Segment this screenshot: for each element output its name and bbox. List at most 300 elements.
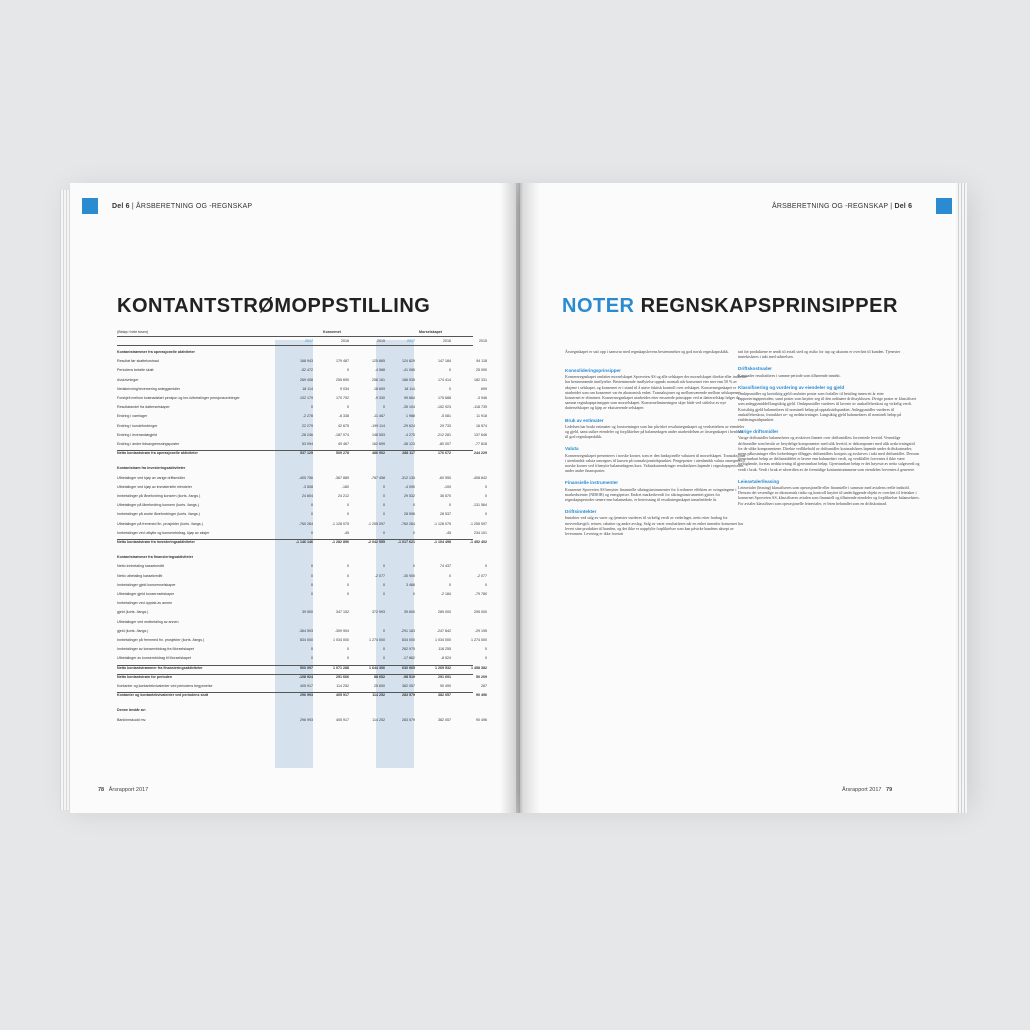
table-row [117, 359, 487, 365]
table-row [117, 414, 487, 420]
section-heading: Driftskostnader [738, 366, 772, 372]
cell-value: 174 414 [438, 377, 451, 382]
cell-value: 90 490 [440, 684, 451, 688]
table-row [117, 647, 487, 653]
cell-value: 405 917 [336, 717, 349, 722]
cell-value: 0 [347, 503, 349, 508]
cell-value: 42 675 [338, 423, 349, 428]
cell-value: 162 699 [372, 442, 385, 446]
cell-value: -1 452 402 [469, 540, 487, 544]
cell-value: 94 118 [476, 359, 487, 364]
cell-value: -4 275 [404, 432, 415, 437]
shaded-year-column [275, 340, 313, 768]
cell-value: 0 [311, 503, 313, 508]
cell-value: 1 034 000 [435, 638, 451, 642]
cell-value: 244 229 [474, 451, 487, 456]
footer-text: Årsrapport 2017 [842, 787, 882, 793]
cell-value: 1 034 000 [333, 638, 349, 642]
text-column-2 [738, 349, 920, 506]
table-row [117, 555, 473, 561]
right-footer [842, 787, 892, 793]
cell-value: 0 [311, 512, 313, 517]
cell-value: -1 255 097 [469, 521, 487, 526]
row-label: Innbetalinger på andre lånefordringer (korts. /langs.) [117, 512, 200, 517]
cell-value: 283 579 [402, 717, 415, 722]
table-row [117, 405, 487, 411]
section-heading: Driftsinntekter [565, 509, 597, 515]
cell-value: 347 152 [336, 610, 349, 615]
cell-value: 834 000 [300, 638, 313, 642]
cell-value: 0 [485, 494, 487, 498]
row-label: Nedskrivning/reversering anleggsmidler [117, 386, 181, 391]
row-label: Utbetalinger ved kjøp av varige driftsmidler [117, 475, 186, 480]
cell-value: 1 274 000 [369, 638, 385, 642]
cell-value: 291 666 [336, 674, 349, 679]
table-row [117, 684, 487, 690]
row-label: Netto utbetaling kassekreditt [117, 573, 163, 578]
cell-value: 25 600 [374, 684, 385, 688]
table-row [117, 503, 487, 509]
table-rule [117, 450, 473, 451]
row-label: Innbetalinger på lånefordring konsern (korts. /langs.) [117, 494, 201, 498]
cell-value: 0 [383, 530, 385, 535]
cell-value: 255 690 [336, 377, 349, 382]
table-row [117, 368, 487, 374]
cell-value: 182 331 [474, 377, 487, 382]
cell-value: 74 437 [440, 564, 451, 569]
cell-value: 0 [311, 656, 313, 661]
cell-value: -3 508 [302, 484, 313, 489]
row-label: Denne består av: [117, 708, 146, 713]
cell-value: 0 [347, 368, 349, 373]
row-label: Utbetalinger på lånefordring konsern (korts. /langs.) [117, 503, 199, 508]
cell-value: -79 780 [474, 592, 487, 596]
table-row [117, 717, 487, 724]
cell-value: 0 [347, 647, 349, 652]
cell-value: -2 042 555 [367, 540, 385, 544]
cell-value: 834 000 [402, 638, 415, 642]
cell-value: -2 077 [374, 573, 385, 578]
intro-paragraph: Årsregnskapet er satt opp i samsvar med regnskapslovens bestemmelser og god norsk regnskapsskikk. [565, 349, 729, 354]
chapter-tab-marker [82, 198, 98, 214]
table-row [117, 628, 487, 635]
cell-value: -212 281 [436, 432, 451, 437]
row-label: gjeld (korts. /langs.) [117, 628, 149, 633]
cell-value: -367 889 [334, 475, 349, 480]
section-text: Varige driftsmidler balanseføres og avskrives lineært over driftsmidlets forventede levetid. Vesentlige driftsmidler som består av betydelige komponenter med ulik levetid, er dekomponert med ulik avskrivningstid for de ulike komponentene. Direkte vedlikehold av driftsmidler kostnadsføres løpende under driftskostnader, mens påkostninger eller forbedringer tillegges driftsmidlets kostpris og avskrives i takt med driftsmidlet. Dersom gjenvinnbart beløp av driftsmiddelet er lavere enn balanseført verdi, og verdifallet forventes å ikke være forbigående, foretas nedskrivning til gjenvinnbart beløp. Gjenvinnbart beløp er det høyeste av netto salgsverdi og verdi i bruk. Verdi i bruk er nåverdien av de fremtidige kontantstrømmene som eiendelen forventes å generere. [738, 435, 920, 472]
section-text: Konsernet Sporveien AS benytter finansielle sikringsinstrumenter for å redusere effekten av svingningene i markedsrenter (NIBOR) og energipriser. Endret markedsverdi for sikringsinstrumentet gjøres for regnskapsperioder senere enn balansedato, er henvisning til resultatregnskapet innarbeidede år. [565, 486, 737, 503]
footer-text: Årsrapport 2017 [108, 787, 149, 793]
title-accent: NOTER [562, 295, 635, 317]
table-row [117, 530, 487, 537]
cell-value: 234 101 [474, 530, 487, 535]
row-label: Innbetalinger på fremmed fin. prosjekter (korts. /langs.) [117, 638, 205, 642]
cell-value: 176 672 [438, 451, 451, 456]
cell-value: 175 688 [438, 396, 451, 400]
cell-value: -30 900 [402, 573, 415, 578]
cell-value: -17 862 [402, 656, 415, 661]
table-row [117, 350, 473, 356]
year-header: 2016 [341, 339, 349, 343]
row-label: Netto innbetaling kassekreditt [117, 564, 165, 569]
table-row [117, 592, 487, 598]
cell-value: -28 246 [300, 432, 313, 437]
cell-value: -1 017 621 [397, 540, 415, 544]
cell-value: 509 278 [336, 451, 349, 456]
cell-value: 90 496 [476, 717, 487, 722]
cell-value: -152 923 [436, 405, 451, 410]
cell-value: -4 090 [404, 484, 415, 489]
title-rest: REGNSKAPSPRINSIPPER [640, 295, 898, 317]
cell-value: 269 408 [300, 377, 313, 382]
year-header: 2015 [479, 339, 487, 343]
year-header: 2017 [407, 339, 415, 343]
cell-value: -1 255 097 [367, 521, 385, 526]
cell-value: 24 804 [302, 494, 313, 498]
book-gutter [500, 183, 540, 813]
cell-value: -118 739 [473, 405, 487, 410]
table-row [117, 475, 487, 482]
cell-value: -98 519 [402, 674, 415, 679]
cell-value: 29 733 [440, 423, 451, 428]
cell-value: 0 [485, 564, 487, 569]
cell-value: 1 458 382 [471, 665, 487, 670]
group-morselskapet: Morselskapet [419, 330, 442, 334]
cell-value: 0 [347, 512, 349, 517]
cell-value: 0 [383, 503, 385, 508]
cell-value: 28 596 [404, 512, 415, 517]
cell-value: 0 [347, 582, 349, 587]
cell-value: 0 [485, 656, 487, 661]
row-label: Bankinnskudd mv. [117, 717, 147, 722]
year-header: 2015 [377, 339, 385, 343]
cell-value: 90 496 [476, 693, 487, 698]
page-title [562, 295, 898, 318]
cell-value: 124 829 [402, 359, 415, 364]
cell-value: -100 [443, 484, 451, 489]
cell-value: 0 [347, 405, 349, 410]
row-label: Innbetalinger ved utbytte og konsernbidrag, kjøp av aksjer [117, 530, 210, 535]
row-label: Kontanter og kontantekvivalenter ved periodens begynnelse [117, 684, 213, 688]
cell-value: 0 [383, 628, 385, 633]
table-row [117, 423, 487, 430]
cell-value: 114 252 [336, 684, 349, 688]
table-row [117, 573, 487, 580]
cell-value: 405 917 [336, 693, 349, 698]
cell-value: -2 184 [440, 592, 451, 596]
cell-value: -4 588 [374, 368, 385, 373]
cell-value: 0 [311, 405, 313, 410]
section-heading: Valuta [565, 446, 579, 452]
chapter-tab-marker [936, 198, 952, 214]
section-heading: Bruk av estimater [565, 417, 604, 423]
cell-value: 50 209 [476, 674, 487, 679]
cell-value: 699 [481, 386, 487, 391]
cell-value: 186 535 [402, 377, 415, 382]
left-page-header: Del 6 | ÅRSBERETNING OG -REGNSKAP [112, 203, 253, 210]
cell-value: 0 [485, 512, 487, 517]
cell-value: 118 255 [438, 647, 451, 652]
cell-value: 256 181 [372, 377, 385, 382]
cell-value: 1 269 532 [435, 665, 451, 670]
cell-value: 537 125 [300, 451, 313, 456]
cell-value: 114 252 [372, 717, 385, 722]
table-row [117, 451, 487, 457]
cell-value: 170 792 [336, 396, 349, 400]
cell-value: -38 123 [402, 442, 415, 446]
cell-value: 18 114 [302, 386, 313, 391]
cell-value: 0 [449, 582, 451, 587]
page-title: KONTANTSTRØMOPPSTILLING [117, 295, 431, 317]
section-heading: Leieavtaler/leasing [738, 478, 780, 484]
cell-value: -11 467 [373, 414, 385, 419]
table-row [117, 656, 487, 662]
cell-value: -187 074 [334, 432, 349, 437]
cell-value: 0 [347, 573, 349, 578]
cell-value: -6 338 [338, 414, 349, 419]
cell-value: 1 274 000 [471, 638, 487, 642]
row-label: Utbetalinger ved kjøp av immaterielle eiendeler [117, 484, 192, 489]
cell-value: 0 [383, 405, 385, 410]
cell-value: 24 212 [338, 494, 349, 498]
cell-value: 288 117 [402, 451, 415, 456]
cell-value: 0 [311, 582, 313, 587]
cell-value: -408 842 [472, 475, 487, 480]
cell-value: 0 [347, 592, 349, 596]
row-label: Resultat før skattekostnad [117, 359, 159, 364]
row-label: Kontantstrømmer fra finansieringsaktiviteter [117, 555, 194, 560]
cell-value: 1 644 306 [369, 665, 385, 670]
cell-value: 137 646 [474, 432, 487, 437]
table-row [117, 610, 487, 616]
cell-value: 168 943 [300, 359, 313, 364]
cell-value: 0 [413, 564, 415, 569]
table-row [117, 601, 473, 607]
cell-value: -108 924 [298, 674, 313, 679]
cell-value: 147 184 [438, 359, 451, 364]
row-label: gjeld (korts. /langs.) [117, 610, 149, 615]
row-label: Periodens betalte skatt [117, 368, 154, 373]
row-label: Utbetalinger ved nedbetaling av annen [117, 619, 179, 624]
cell-value: -2 077 [476, 573, 487, 578]
header-part: Del 6 [894, 203, 913, 210]
table-row [117, 396, 487, 402]
row-label: Avskrivninger [117, 377, 139, 382]
table-rule [117, 539, 473, 540]
cell-value: 11 918 [476, 414, 487, 419]
table-row [117, 620, 473, 626]
row-label: Endring i kundefordringer [117, 423, 158, 428]
cell-value: -364 593 [298, 628, 313, 633]
table-row [117, 466, 473, 472]
table-row [117, 638, 487, 644]
group-konsernet: Konsernet [323, 330, 341, 334]
cell-value: -35 104 [402, 405, 415, 410]
header-part: Del 6 [112, 203, 130, 210]
row-label: Utbetalinger på fremmed fin. prosjekter (korts. /langs.) [117, 521, 203, 526]
page-number: 78 [98, 787, 105, 793]
cell-value: -1 146 146 [295, 540, 313, 544]
cell-value: 405 917 [300, 684, 313, 688]
cell-value: 53 094 [302, 442, 313, 446]
cell-value: 0 [413, 503, 415, 508]
cell-value: 179 487 [336, 359, 349, 364]
cell-value: -787 458 [370, 475, 385, 480]
table-row [117, 708, 473, 714]
cell-value: 1 988 [406, 414, 415, 419]
table-rule [117, 665, 473, 666]
table-rule [117, 336, 473, 337]
cell-value: 22 279 [302, 423, 313, 428]
cell-value: 16 574 [476, 423, 487, 428]
row-label: Forskjell mellom kostnadsført pensjon og inn-/utbetalinger pensjonsordninger [117, 396, 240, 400]
row-label: Endring i varelager [117, 414, 148, 419]
cell-value: -52 472 [300, 368, 313, 373]
cell-value: -199 114 [371, 423, 385, 428]
cell-value: 296 993 [300, 717, 313, 722]
year-header: 2017 [305, 339, 313, 343]
cell-value: 0 [383, 592, 385, 596]
cell-value: 262 975 [402, 647, 415, 652]
table-row [117, 564, 487, 570]
cell-value: 382 057 [402, 684, 415, 688]
section-heading: Varige driftsmidler [738, 429, 779, 435]
cell-value: 0 [413, 592, 415, 596]
table-row [117, 665, 487, 672]
header-title: ÅRSBERETNING OG -REGNSKAP [136, 203, 253, 210]
cell-value: 28 537 [440, 512, 451, 517]
cell-value: 49 467 [338, 442, 349, 446]
cell-value: 0 [413, 530, 415, 535]
year-header: 2016 [443, 339, 451, 343]
row-label: Kontanter og kontantekvivalenter ved periodens slutt [117, 693, 209, 698]
cell-value: -77 818 [474, 442, 487, 446]
cell-value: -760 264 [298, 521, 313, 526]
cell-value: -405 756 [298, 475, 313, 480]
cell-value: 382 057 [438, 693, 451, 698]
section-text: Konsernregnskapet presenteres i norske kroner, som er den funksjonelle valutaen til morselskapet. Transaksjoner i utenlandsk valuta omregnes til kursen på transaksjonstidspunktet. Pengeposter i utenlandsk valuta omregnes til norske kroner ved å benytte balansedagens kurs. Valutakursendringer resultatføres løpende i regnskapsperioden under andre finansposter. [565, 452, 746, 474]
page-number: 79 [886, 787, 893, 793]
cell-value: 500 097 [300, 665, 313, 670]
cell-value: 102 179 [300, 396, 313, 400]
cell-value: -5 081 [440, 414, 451, 419]
row-label: Endring i leverandørgjeld [117, 432, 157, 437]
table-row [117, 484, 487, 491]
cell-value: 0 [383, 512, 385, 517]
right-page-header: ÅRSBERETNING OG -REGNSKAP | Del 6 [772, 203, 913, 210]
cell-value: 283 579 [402, 693, 415, 698]
cell-value: 9 034 [340, 386, 349, 391]
table-row [117, 582, 487, 589]
cell-value: 0 [311, 592, 313, 596]
section-heading: Klassifisering og vurdering av eiendeler og gjeld [738, 384, 845, 390]
cell-value: 0 [383, 582, 385, 587]
cell-value: 289 000 [438, 610, 451, 615]
cell-value: 0 [485, 484, 487, 489]
cell-value: -180 [341, 484, 349, 489]
cell-value: -41 085 [402, 368, 415, 373]
cell-value: 1 071 288 [333, 665, 349, 670]
cell-value: -45 [445, 530, 451, 535]
cell-value: 382 057 [438, 717, 451, 722]
section-text: tatt før produktene er sendt til avtalt sted og risiko for tap og ukurans er overført til kunden. Tjenester inntektsføres i takt med utførelsen. [738, 349, 901, 360]
cell-value: 0 [449, 386, 451, 391]
cell-value: -291 163 [400, 628, 415, 633]
table-row [117, 442, 487, 448]
right-page [520, 183, 956, 813]
cell-value: 372 993 [372, 610, 385, 615]
table-row [117, 432, 487, 439]
cell-value: -3 946 [476, 396, 487, 400]
cell-value: 0 [449, 573, 451, 578]
cell-value: 0 [449, 368, 451, 373]
cell-value: 0 [311, 530, 313, 535]
table-rule [117, 692, 473, 693]
cell-value: -29 624 [402, 423, 415, 428]
cell-value: -45 [343, 530, 349, 535]
cell-value: -312 135 [400, 475, 415, 480]
cell-value: 0 [383, 484, 385, 489]
cell-value: 291 691 [438, 674, 451, 679]
table-row [117, 377, 487, 384]
cell-value: 125 865 [372, 359, 385, 364]
section-text: Kostnader resultatføres i samme periode som tilhørende inntekt. [738, 372, 841, 378]
cell-value: -131 564 [472, 503, 487, 508]
cell-value: 0 [311, 564, 313, 569]
cell-value: 296 993 [300, 693, 313, 698]
row-label: Utbetalinger gjeld konsernselskaper [117, 592, 175, 596]
cell-value: 18 114 [404, 386, 415, 391]
cell-value: -1 282 896 [331, 540, 349, 544]
header-title: ÅRSBERETNING OG -REGNSKAP [772, 203, 889, 210]
row-label: Innbetalinger ved opptak av annen [117, 601, 173, 606]
unit-note: (Beløp i hele tusen) [117, 330, 149, 334]
table-row [117, 386, 487, 393]
cell-value: 0 [485, 647, 487, 652]
cell-value: -760 264 [400, 521, 415, 526]
cell-value: 36 570 [440, 494, 451, 498]
cell-value: 0 [383, 564, 385, 569]
cell-value: 630 965 [402, 665, 415, 670]
row-label: Netto kontantstrøm fra investeringsaktiviteter [117, 540, 195, 544]
section-text: Inntekter ved salg av varer og tjenester vurderes til virkelig verdi av vederlaget, netto etter fradrag for merverdiavgift, returer, rabatter og andre avslag. Salg av varer resultatføres når en enhet innenfor konsernet har levert sine produkter til kunden, og det ikke er uoppfylte forpliktelser som kan påvirke kundens aksept av leveransen. Levering er ikke foretatt [565, 515, 744, 537]
cell-value: -247 842 [436, 628, 451, 633]
row-label: Innbetalinger gjeld konsernselskaper [117, 582, 176, 587]
section-text: Omløpsmidler og kortsiktig gjeld omfatter poster som forfaller til betaling innen ett år etter rapporteringsperioden, samt poster som knytter seg til den ordinære driftssyklusen. Øvrige poster er klassifisert som anleggsmiddel/langsiktig gjeld. Omløpsmidler vurderes til laveste av anskaffelseskost og virkelig verdi. Kortsiktig gjeld balanseføres til nominelt beløp på opptakstidspunktet. Anleggsmidler vurderes til anskaffelseskost, fratrukket av- og nedskrivninger. Langsiktig gjeld balanseføres til nominelt beløp på etableringstidspunktet. [738, 391, 917, 423]
cell-value: 99 664 [404, 396, 415, 400]
cell-value: 0 [449, 503, 451, 508]
cell-value: -1 104 498 [433, 540, 451, 544]
cell-value: -80 007 [438, 442, 451, 446]
row-label: Endring i andre tidsavgrensningsposter [117, 442, 180, 446]
cell-value: 148 553 [372, 432, 385, 437]
table-rule [117, 674, 473, 675]
cell-value: 25 090 [476, 368, 487, 373]
cell-value: 114 252 [372, 693, 385, 698]
row-label: Kontantstrømmer fra operasjonelle aktiviteter [117, 350, 195, 354]
cell-value: 29 532 [404, 494, 415, 498]
table-row [117, 540, 487, 546]
text-column-1 [565, 361, 747, 536]
cell-value: 0 [311, 573, 313, 578]
left-footer [98, 787, 148, 793]
cell-value: -1 128 075 [331, 521, 349, 526]
cell-value: 0 [347, 564, 349, 569]
cell-value: 88 652 [374, 674, 385, 679]
row-label: Resultatandel fra datterselskaper [117, 405, 170, 410]
cell-value: 287 [481, 684, 487, 688]
section-heading: Finansielle instrumenter [565, 480, 619, 486]
